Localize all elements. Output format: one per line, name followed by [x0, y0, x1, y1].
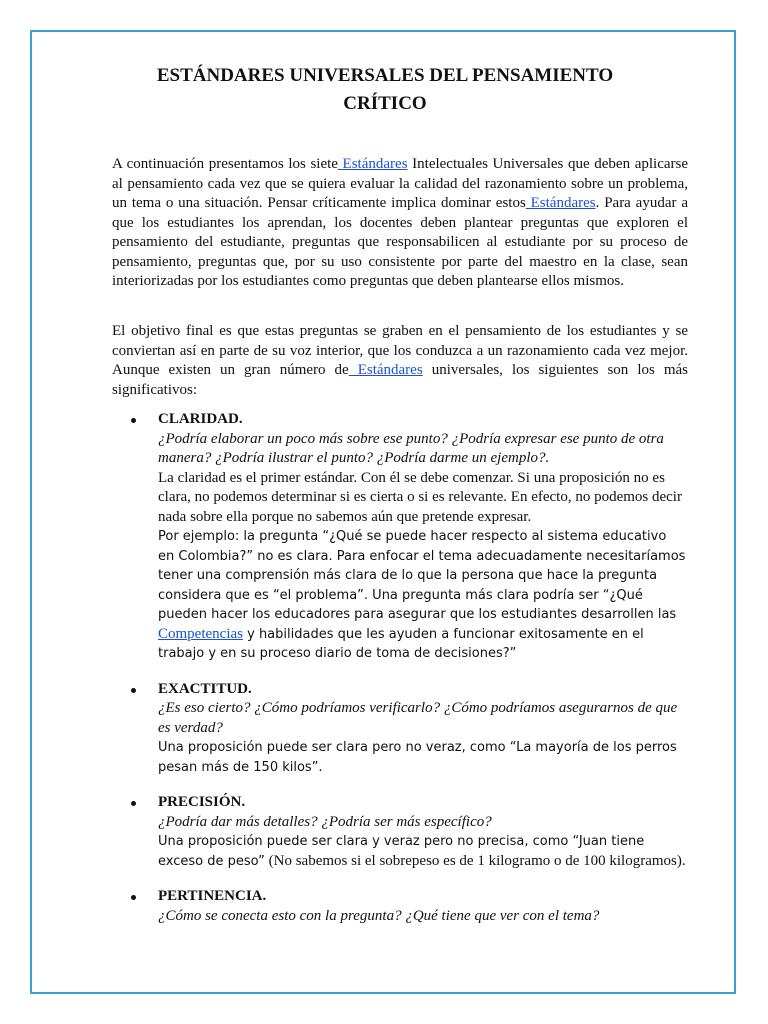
item-body: Una proposición puede ser clara pero no veraz, como “La mayoría de los perros pesan más de 150 kilos”. — [158, 740, 677, 775]
item-example — [158, 527, 686, 664]
text: y habilidades que les ayuden a funcionar exitosamente en el trabajo y en su proceso diario de toma de decisiones?” — [158, 626, 644, 661]
bullet-icon — [131, 688, 136, 693]
intro-paragraph — [112, 155, 688, 292]
document-page — [30, 30, 736, 994]
estandares-link[interactable]: Estándares — [337, 156, 408, 172]
item-questions: ¿Cómo se conecta esto con la pregunta? ¿Qué tiene que ver con el tema? — [158, 907, 600, 924]
title-line-2: CRÍTICO — [343, 93, 427, 114]
estandares-link[interactable]: Estándares — [525, 195, 596, 211]
bullet-icon — [131, 895, 136, 900]
text: (No sabemos si el sobrepeso es de 1 kilogramo o de 100 kilogramos). — [264, 852, 686, 869]
bullet-icon — [131, 418, 136, 423]
list-item-pertinencia — [126, 887, 686, 926]
competencias-link[interactable]: Competencias — [158, 625, 243, 642]
text: Intelectuales Universales que deben aplicarse al pensamiento cada vez que se quiera evaluar la calidad del razonamiento sobre un problema, un tema o una situación. Pensar críticamente implica dominar estos — [112, 156, 688, 211]
item-heading: PRECISIÓN. — [158, 794, 246, 810]
item-heading: EXACTITUD. — [158, 680, 252, 697]
document-title — [32, 62, 738, 118]
item-heading: CLARIDAD. — [158, 411, 243, 427]
text: universales, los siguientes son los más significativos: — [112, 362, 689, 398]
item-body — [158, 832, 686, 871]
list-item-claridad — [126, 410, 686, 664]
text: Por ejemplo: la pregunta “¿Qué se puede hacer respecto al sistema educativo en Colombia?” no es clara. Para enfocar el tema adecuadamente necesitaríamos tener una comprensión más clara de lo que la persona que hace la pregunta considera que es “el problema”. Una pregunta más clara podría ser “¿Qué pueden hacer los educadores para asegurar que los estudiantes desarrollen las — [158, 529, 686, 622]
standards-list — [126, 410, 686, 926]
item-heading: PERTINENCIA. — [158, 888, 267, 904]
estandares-link[interactable]: Estándares — [348, 362, 423, 378]
item-body: La claridad es el primer estándar. Con él se debe comenzar. Si una proposición no es clara, no podemos determinar si es cierta o si es relevante. En efecto, no podemos decir nada sobre ella porque no sabemos aún que pretende expresar. — [158, 469, 682, 525]
text: A continuación presentamos los siete — [112, 156, 338, 172]
bullet-icon — [131, 801, 136, 806]
item-questions: ¿Es eso cierto? ¿Cómo podríamos verificarlo? ¿Cómo podríamos asegurarnos de que es verdad? — [158, 700, 678, 736]
title-line-1: ESTÁNDARES UNIVERSALES DEL PENSAMIENTO — [156, 65, 614, 86]
list-item-exactitud — [126, 680, 686, 778]
text: Una proposición puede ser clara y veraz pero no precisa, como “Juan tiene exceso de peso” — [158, 834, 645, 869]
item-questions: ¿Podría dar más detalles? ¿Podría ser más específico? — [158, 813, 492, 830]
text: El objetivo final es que estas preguntas se graben en el pensamiento de los estudiantes y se conviertan así en parte de su voz interior, que los conduzca a un razonamiento cada vez mejor. Aunque existen un gran número de — [112, 323, 688, 378]
item-questions: ¿Podría elaborar un poco más sobre ese punto? ¿Podría expresar ese punto de otra manera? ¿Podría ilustrar el punto? ¿Podría darme un ejemplo?. — [158, 430, 664, 466]
text: . Para ayudar a que los estudiantes los aprendan, los docentes deben plantear preguntas que exploren el pensamiento del estudiante, preguntas que responsabilicen al estudiante por su proceso de pensamiento, preguntas que, por su uso consistente por parte del maestro en la clase, sean interiorizadas por los estudiantes como preguntas que deben plantearse ellos mismos. — [112, 195, 688, 289]
list-item-precision — [126, 793, 686, 871]
objective-paragraph — [112, 322, 688, 400]
